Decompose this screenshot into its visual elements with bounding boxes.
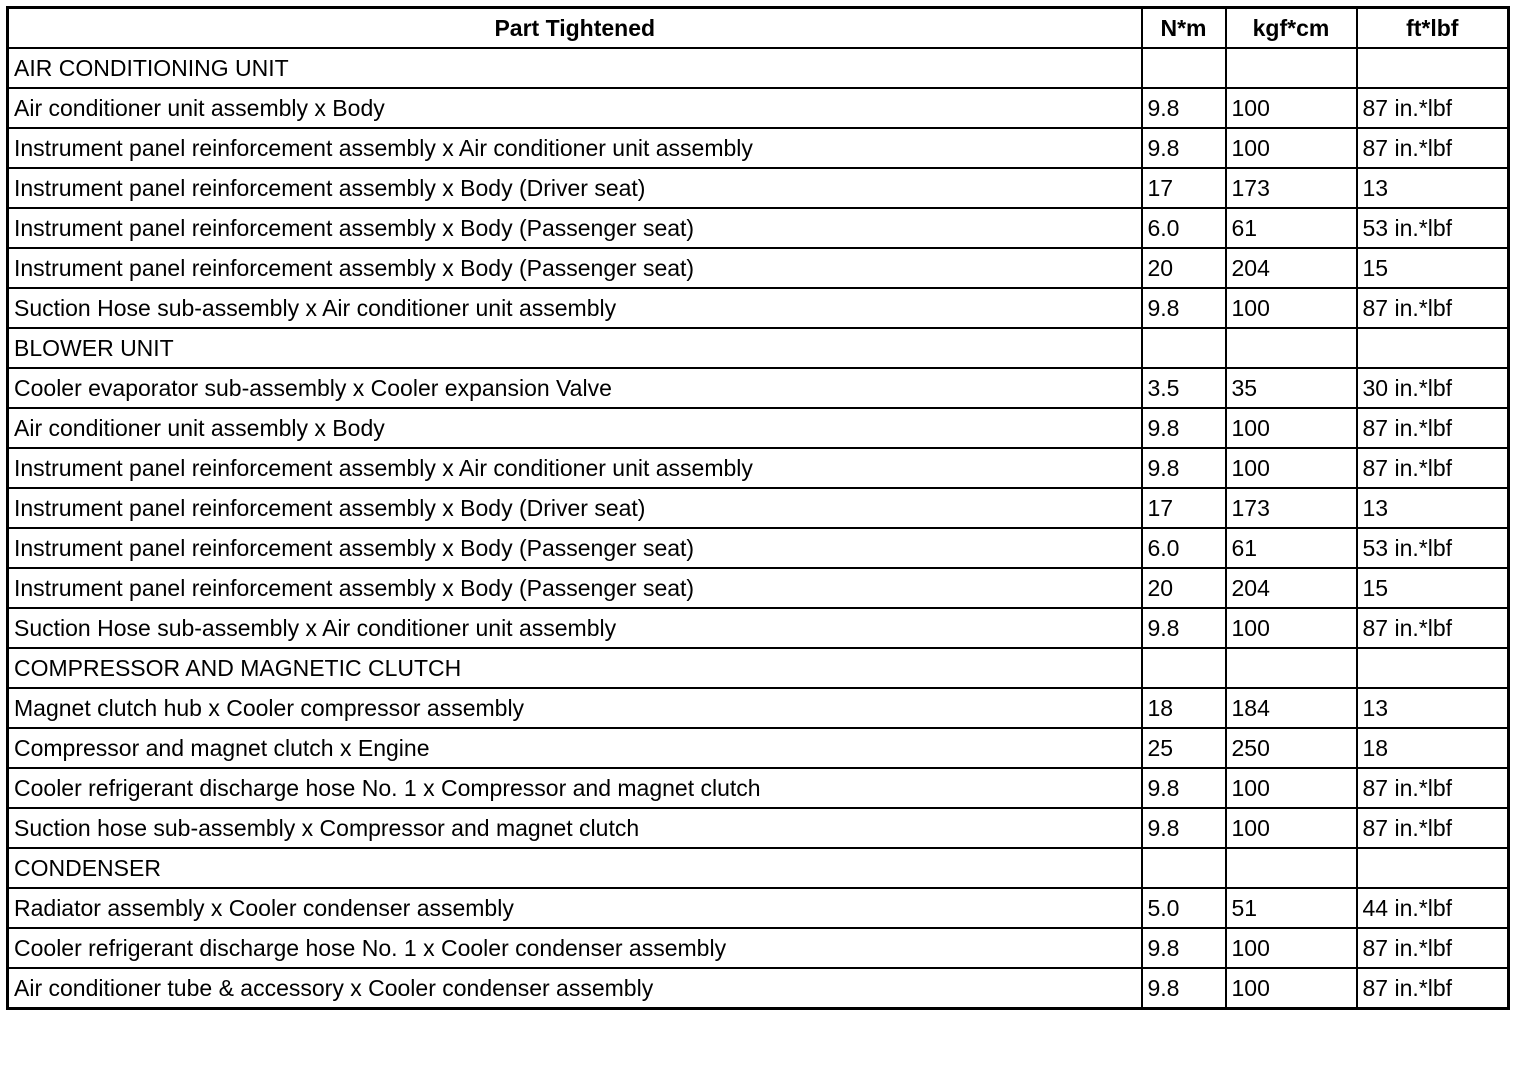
- kgf-cm-cell: 35: [1226, 368, 1357, 408]
- part-cell: Air conditioner tube & accessory x Cooler condenser assembly: [8, 968, 1142, 1009]
- ft-lbf-cell: 13: [1357, 168, 1509, 208]
- ft-lbf-cell: [1357, 48, 1509, 88]
- kgf-cm-cell: 51: [1226, 888, 1357, 928]
- section-header-row: [8, 848, 1509, 888]
- ft-lbf-cell: 87 in.*lbf: [1357, 928, 1509, 968]
- ft-lbf-cell: 30 in.*lbf: [1357, 368, 1509, 408]
- table-row: [8, 528, 1509, 568]
- part-cell: Instrument panel reinforcement assembly x Body (Driver seat): [8, 168, 1142, 208]
- header-ft-lbf: ft*lbf: [1357, 8, 1509, 49]
- ft-lbf-cell: 87 in.*lbf: [1357, 608, 1509, 648]
- nm-cell: 9.8: [1142, 608, 1226, 648]
- kgf-cm-cell: [1226, 848, 1357, 888]
- table-row: [8, 248, 1509, 288]
- part-cell: Suction hose sub-assembly x Compressor and magnet clutch: [8, 808, 1142, 848]
- table-row: [8, 88, 1509, 128]
- table-row: [8, 488, 1509, 528]
- part-cell: Instrument panel reinforcement assembly x Body (Passenger seat): [8, 208, 1142, 248]
- part-cell: Instrument panel reinforcement assembly x Air conditioner unit assembly: [8, 128, 1142, 168]
- table-row: [8, 128, 1509, 168]
- ft-lbf-cell: 15: [1357, 568, 1509, 608]
- ft-lbf-cell: 15: [1357, 248, 1509, 288]
- nm-cell: 17: [1142, 488, 1226, 528]
- nm-cell: 6.0: [1142, 208, 1226, 248]
- table-row: [8, 808, 1509, 848]
- kgf-cm-cell: 100: [1226, 128, 1357, 168]
- ft-lbf-cell: 87 in.*lbf: [1357, 288, 1509, 328]
- part-cell: Air conditioner unit assembly x Body: [8, 88, 1142, 128]
- ft-lbf-cell: 87 in.*lbf: [1357, 408, 1509, 448]
- part-cell: BLOWER UNIT: [8, 328, 1142, 368]
- nm-cell: 9.8: [1142, 968, 1226, 1009]
- ft-lbf-cell: 87 in.*lbf: [1357, 808, 1509, 848]
- nm-cell: 25: [1142, 728, 1226, 768]
- table-row: [8, 168, 1509, 208]
- part-cell: COMPRESSOR AND MAGNETIC CLUTCH: [8, 648, 1142, 688]
- ft-lbf-cell: 87 in.*lbf: [1357, 128, 1509, 168]
- table-row: [8, 768, 1509, 808]
- header-nm: N*m: [1142, 8, 1226, 49]
- part-cell: Cooler refrigerant discharge hose No. 1 x Compressor and magnet clutch: [8, 768, 1142, 808]
- table-row: [8, 928, 1509, 968]
- kgf-cm-cell: [1226, 648, 1357, 688]
- kgf-cm-cell: 173: [1226, 488, 1357, 528]
- nm-cell: 9.8: [1142, 288, 1226, 328]
- part-cell: Cooler evaporator sub-assembly x Cooler expansion Valve: [8, 368, 1142, 408]
- ft-lbf-cell: 13: [1357, 488, 1509, 528]
- ft-lbf-cell: 13: [1357, 688, 1509, 728]
- kgf-cm-cell: 100: [1226, 968, 1357, 1009]
- ft-lbf-cell: 53 in.*lbf: [1357, 208, 1509, 248]
- table-row: [8, 208, 1509, 248]
- part-cell: Suction Hose sub-assembly x Air conditioner unit assembly: [8, 288, 1142, 328]
- ft-lbf-cell: 87 in.*lbf: [1357, 88, 1509, 128]
- nm-cell: 9.8: [1142, 128, 1226, 168]
- nm-cell: 20: [1142, 568, 1226, 608]
- table-row: [8, 968, 1509, 1009]
- table-row: [8, 728, 1509, 768]
- nm-cell: 17: [1142, 168, 1226, 208]
- nm-cell: 9.8: [1142, 408, 1226, 448]
- part-cell: Instrument panel reinforcement assembly x Air conditioner unit assembly: [8, 448, 1142, 488]
- kgf-cm-cell: 204: [1226, 568, 1357, 608]
- part-cell: Compressor and magnet clutch x Engine: [8, 728, 1142, 768]
- kgf-cm-cell: [1226, 328, 1357, 368]
- table-row: [8, 608, 1509, 648]
- table-row: [8, 408, 1509, 448]
- nm-cell: 9.8: [1142, 88, 1226, 128]
- table-row: [8, 568, 1509, 608]
- nm-cell: 18: [1142, 688, 1226, 728]
- ft-lbf-cell: 87 in.*lbf: [1357, 968, 1509, 1009]
- kgf-cm-cell: 61: [1226, 528, 1357, 568]
- nm-cell: [1142, 648, 1226, 688]
- ft-lbf-cell: 18: [1357, 728, 1509, 768]
- ft-lbf-cell: 53 in.*lbf: [1357, 528, 1509, 568]
- part-cell: Instrument panel reinforcement assembly x Body (Passenger seat): [8, 568, 1142, 608]
- part-cell: Instrument panel reinforcement assembly x Body (Driver seat): [8, 488, 1142, 528]
- table-row: [8, 288, 1509, 328]
- table-body: [8, 48, 1509, 1009]
- kgf-cm-cell: 100: [1226, 928, 1357, 968]
- kgf-cm-cell: 100: [1226, 768, 1357, 808]
- ft-lbf-cell: [1357, 848, 1509, 888]
- header-part-tightened: Part Tightened: [8, 8, 1142, 49]
- part-cell: Instrument panel reinforcement assembly x Body (Passenger seat): [8, 528, 1142, 568]
- kgf-cm-cell: 100: [1226, 88, 1357, 128]
- kgf-cm-cell: 204: [1226, 248, 1357, 288]
- table-header-row: [8, 8, 1509, 49]
- nm-cell: [1142, 328, 1226, 368]
- nm-cell: 9.8: [1142, 928, 1226, 968]
- table-row: [8, 368, 1509, 408]
- kgf-cm-cell: [1226, 48, 1357, 88]
- section-header-row: [8, 48, 1509, 88]
- part-cell: Radiator assembly x Cooler condenser assembly: [8, 888, 1142, 928]
- table-row: [8, 688, 1509, 728]
- section-header-row: [8, 328, 1509, 368]
- kgf-cm-cell: 61: [1226, 208, 1357, 248]
- nm-cell: 20: [1142, 248, 1226, 288]
- nm-cell: 6.0: [1142, 528, 1226, 568]
- ft-lbf-cell: [1357, 328, 1509, 368]
- torque-spec-table: [6, 6, 1510, 1010]
- kgf-cm-cell: 173: [1226, 168, 1357, 208]
- part-cell: Magnet clutch hub x Cooler compressor assembly: [8, 688, 1142, 728]
- table-row: [8, 448, 1509, 488]
- kgf-cm-cell: 100: [1226, 808, 1357, 848]
- nm-cell: 5.0: [1142, 888, 1226, 928]
- nm-cell: 9.8: [1142, 768, 1226, 808]
- nm-cell: [1142, 48, 1226, 88]
- part-cell: CONDENSER: [8, 848, 1142, 888]
- ft-lbf-cell: 87 in.*lbf: [1357, 448, 1509, 488]
- nm-cell: 9.8: [1142, 448, 1226, 488]
- kgf-cm-cell: 184: [1226, 688, 1357, 728]
- kgf-cm-cell: 100: [1226, 408, 1357, 448]
- nm-cell: 3.5: [1142, 368, 1226, 408]
- ft-lbf-cell: [1357, 648, 1509, 688]
- table-row: [8, 888, 1509, 928]
- kgf-cm-cell: 100: [1226, 608, 1357, 648]
- nm-cell: [1142, 848, 1226, 888]
- part-cell: Suction Hose sub-assembly x Air conditioner unit assembly: [8, 608, 1142, 648]
- ft-lbf-cell: 44 in.*lbf: [1357, 888, 1509, 928]
- part-cell: Cooler refrigerant discharge hose No. 1 x Cooler condenser assembly: [8, 928, 1142, 968]
- torque-spec-document: [6, 6, 1510, 1010]
- header-kgf-cm: kgf*cm: [1226, 8, 1357, 49]
- part-cell: Air conditioner unit assembly x Body: [8, 408, 1142, 448]
- part-cell: AIR CONDITIONING UNIT: [8, 48, 1142, 88]
- nm-cell: 9.8: [1142, 808, 1226, 848]
- kgf-cm-cell: 250: [1226, 728, 1357, 768]
- kgf-cm-cell: 100: [1226, 448, 1357, 488]
- ft-lbf-cell: 87 in.*lbf: [1357, 768, 1509, 808]
- part-cell: Instrument panel reinforcement assembly x Body (Passenger seat): [8, 248, 1142, 288]
- section-header-row: [8, 648, 1509, 688]
- kgf-cm-cell: 100: [1226, 288, 1357, 328]
